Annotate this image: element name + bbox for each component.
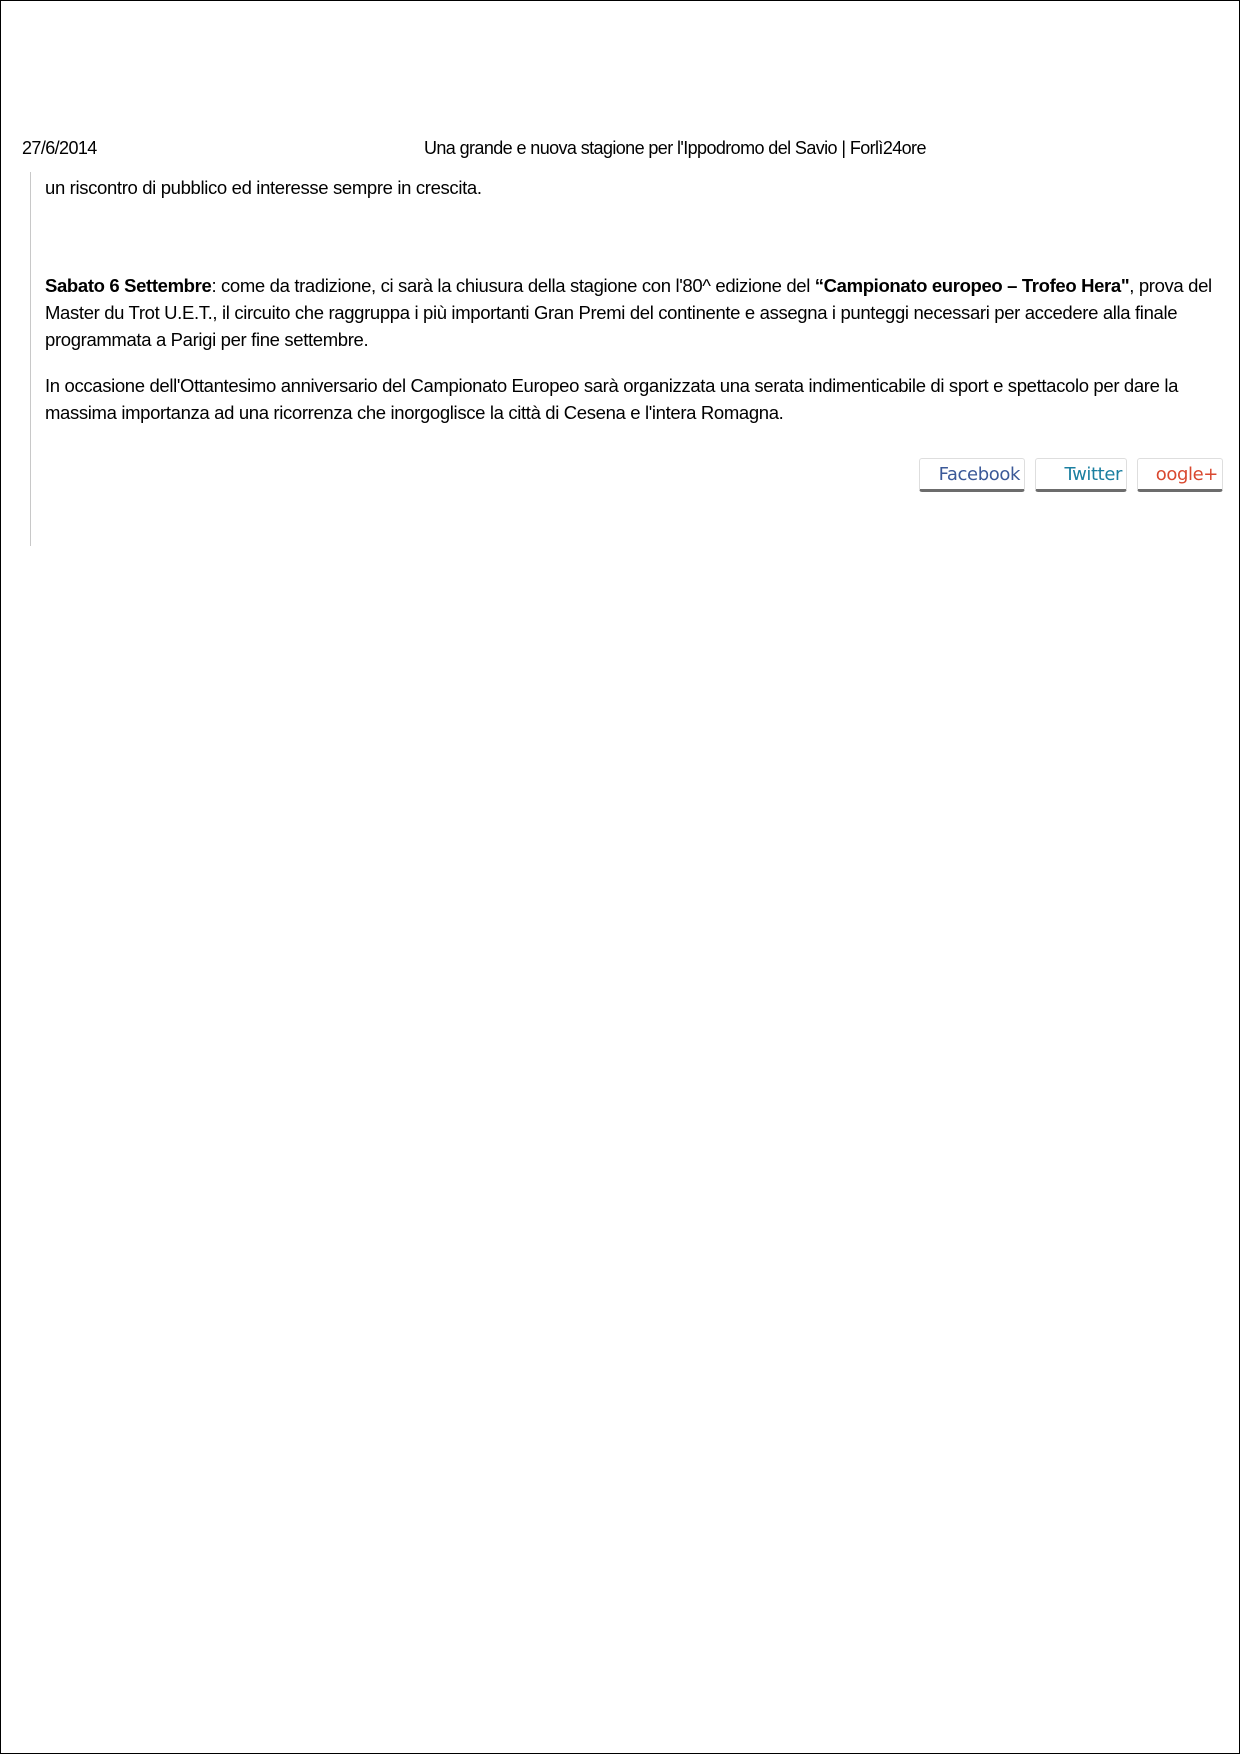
article-paragraph bbox=[45, 272, 1227, 353]
event-date: Sabato 6 Settembre bbox=[45, 275, 212, 296]
share-bar bbox=[919, 458, 1223, 492]
event-name: “Campionato europeo – Trofeo Hera" bbox=[814, 275, 1130, 296]
twitter-share-button[interactable]: Twitter bbox=[1035, 458, 1127, 492]
print-header bbox=[0, 138, 1240, 162]
article-paragraph: In occasione dell'Ottantesimo anniversario del Campionato Europeo sarà organizzata una serata indimenticabile di sport e spettacolo per dare la massima importanza ad una ricorrenza che inorgoglisce la città di Cesena e l'intera Romagna. bbox=[45, 375, 1179, 423]
google-plus-share-button[interactable]: oogle+ bbox=[1137, 458, 1223, 492]
article-paragraph: un riscontro di pubblico ed interesse sempre in crescita. bbox=[45, 177, 482, 198]
facebook-share-button[interactable]: Facebook bbox=[919, 458, 1025, 492]
page-title: Una grande e nuova stagione per l'Ippodromo del Savio | Forlì24ore bbox=[424, 138, 926, 158]
article-body bbox=[30, 172, 1227, 546]
print-date: 27/6/2014 bbox=[22, 138, 97, 158]
paragraph-text: : come da tradizione, ci sarà la chiusura della stagione con l'80^ edizione del bbox=[211, 275, 815, 296]
paragraph-text: , prova del Master du Trot U.E.T., il circuito che raggruppa i più importanti Gran Premi del continente e assegna i punteggi necessari per accedere alla finale programmata a Parigi per fine settembre. bbox=[45, 275, 1212, 350]
